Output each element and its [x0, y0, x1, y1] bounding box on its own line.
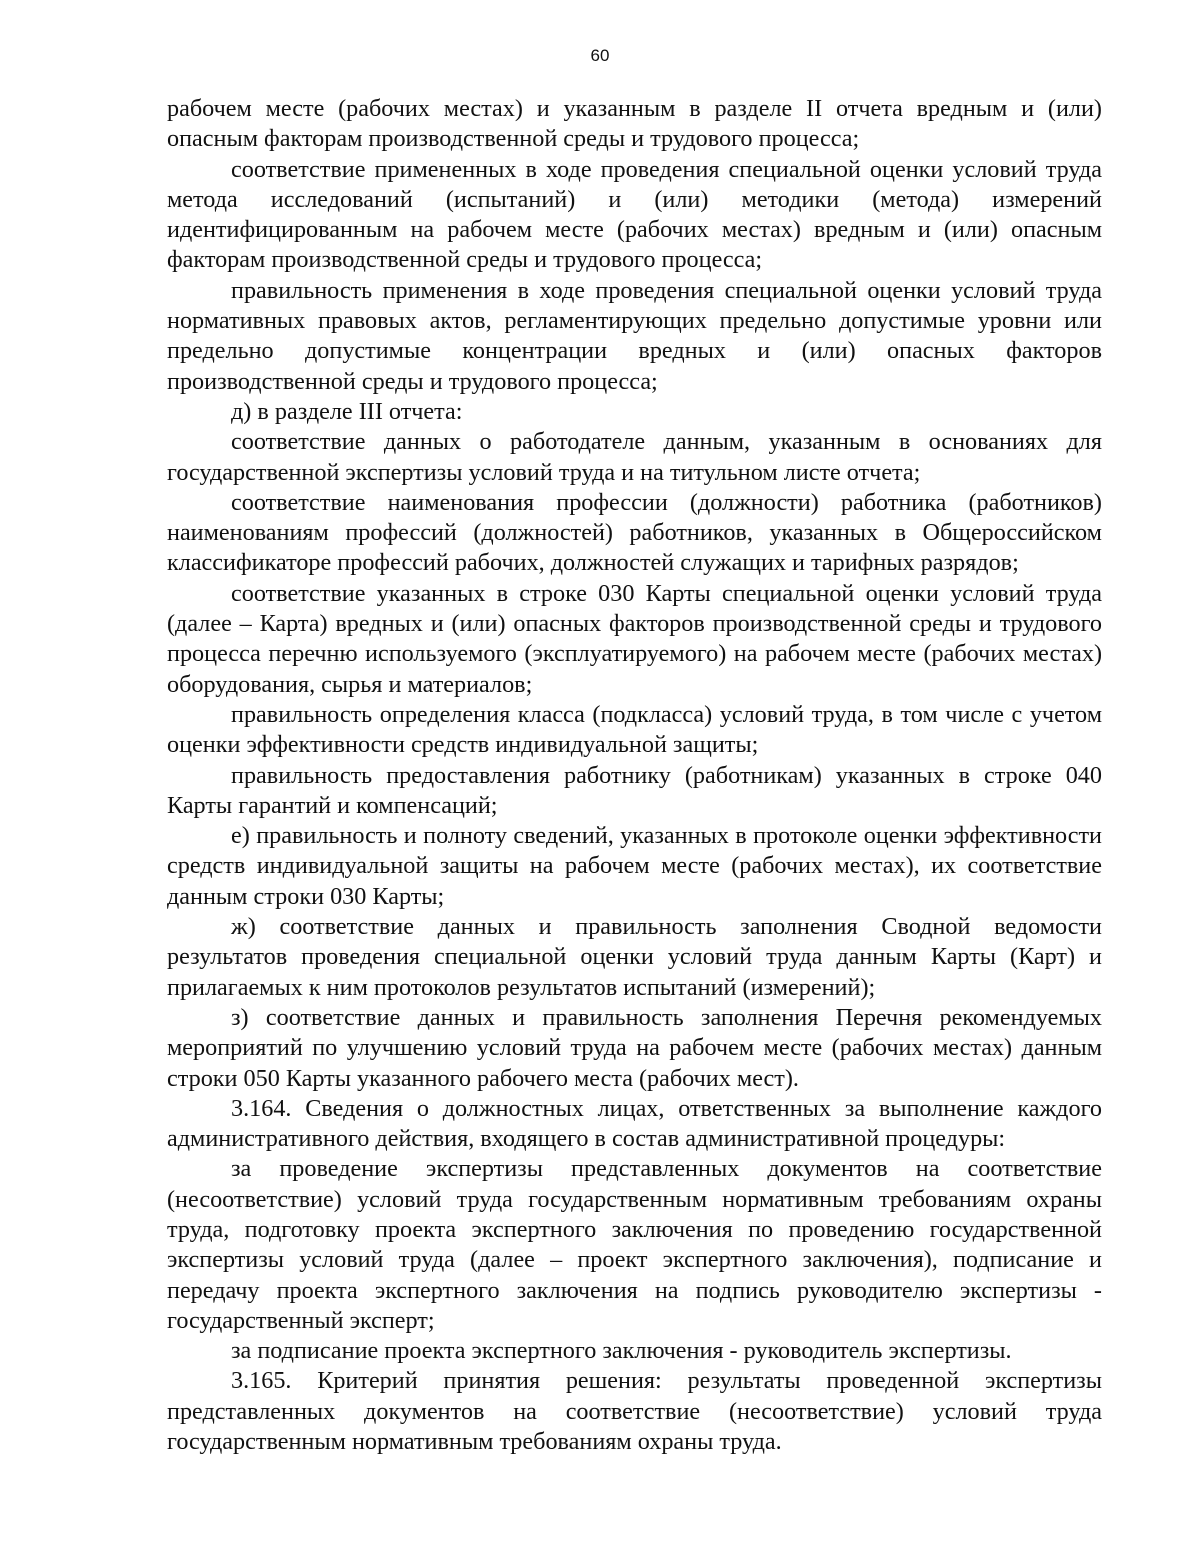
paragraph: 3.165. Критерий принятия решения: результаты проведенной экспертизы представленных документов на соответствие (несоответствие) условий труда государственным нормативным требованиям охраны труда.: [167, 1367, 1102, 1456]
paragraph: правильность предоставления работнику (работникам) указанных в строке 040 Карты гарантий и компенсаций;: [167, 761, 1102, 819]
paragraph: ж) соответствие данных и правильность заполнения Сводной ведомости результатов проведения специальной оценки условий труда данным Карты (Карт) и прилагаемых к ним протоколов результатов испытаний (измерений);: [167, 913, 1102, 1001]
paragraph: соответствие данных о работодателе данным, указанным в основаниях для государственной экспертизы условий труда и на титульном листе отчета;: [167, 428, 1102, 486]
page-number: 60: [590, 46, 610, 65]
paragraph: правильность применения в ходе проведения специальной оценки условий труда нормативных правовых актов, регламентирующих предельно допустимые уровни или предельно допустимые концентрации вредных и (или) опасных факторов производственной среды и трудового процесса;: [167, 276, 1102, 395]
paragraph: е) правильность и полноту сведений, указанных в протоколе оценки эффективности средств индивидуальной защиты на рабочем месте (рабочих местах), их соответствие данным строки 030 Карты;: [167, 822, 1102, 910]
paragraph: соответствие примененных в ходе проведения специальной оценки условий труда метода исследований (испытаний) и (или) методики (метода) измерений идентифицированным на рабочем месте (рабочих местах) вредным и (или) опасным факторам производственной среды и трудового процесса;: [167, 155, 1102, 274]
paragraph: рабочем месте (рабочих местах) и указанным в разделе II отчета вредным и (или) опасным факторам производственной среды и трудового процесса;: [167, 95, 1102, 153]
paragraph: за подписание проекта экспертного заключения - руководитель экспертизы.: [231, 1337, 1012, 1365]
document-body: [167, 94, 1102, 1457]
paragraph: 3.164. Сведения о должностных лицах, ответственных за выполнение каждого административного действия, входящего в состав административной процедуры:: [167, 1094, 1102, 1153]
paragraph: соответствие указанных в строке 030 Карты специальной оценки условий труда (далее – Карта) вредных и (или) опасных факторов производственной среды и трудового процесса перечню используемого (эксплуатируемого) на рабочем месте (рабочих местах) оборудования, сырья и материалов;: [167, 579, 1102, 698]
paragraph: соответствие наименования профессии (должности) работника (работников) наименованиям профессий (должностей) работников, указанных в Общероссийском классификаторе профессий рабочих, должностей служащих и тарифных разрядов;: [167, 488, 1102, 577]
paragraph: правильность определения класса (подкласса) условий труда, в том числе с учетом оценки эффективности средств индивидуальной защиты;: [167, 700, 1102, 759]
paragraph: за проведение экспертизы представленных документов на соответствие (несоответствие) условий труда государственным нормативным требованиям охраны труда, подготовку проекта экспертного заключения по проведению государственной экспертизы условий труда (далее – проект экспертного заключения), подписание и передачу проекта экспертного заключения на подпись руководителю экспертизы - государственный эксперт;: [167, 1155, 1102, 1334]
paragraph: з) соответствие данных и правильность заполнения Перечня рекомендуемых мероприятий по улучшению условий труда на рабочем месте (рабочих местах) данным строки 050 Карты указанного рабочего места (рабочих мест).: [167, 1003, 1102, 1092]
paragraph: д) в разделе III отчета:: [231, 397, 463, 425]
